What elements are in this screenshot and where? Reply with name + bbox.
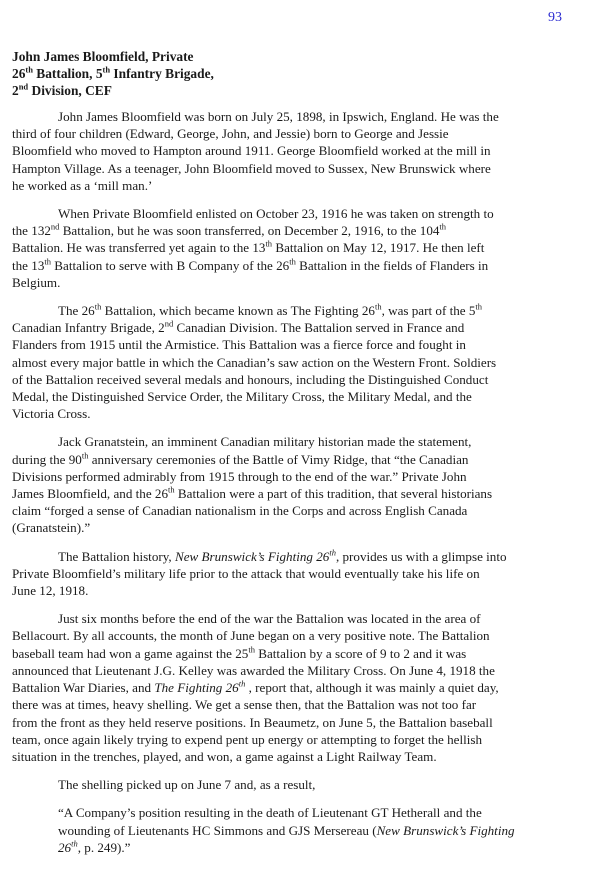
- block-quote: “A Company’s position resulting in the death of Lieutenant GT Hetherall and the wounding of Lieutenants HC Simmons and GJS Mersereau (New Brunswick’s Fighting 26th, p. 249).”: [58, 805, 515, 855]
- article-heading: [12, 48, 568, 99]
- paragraph-shelling: The shelling picked up on June 7 and, as a result,: [58, 777, 316, 793]
- paragraph-birth: John James Bloomfield was born on July 25, 1898, in Ipswich, England. He was the third of four children (Edward, George, John, and Jessie) born to George and Jessie Bloomfield who moved to Hampton around 1911. George Bloomfield worked at the mill in Hampton Village. As a teenager, John Bloomfield moved to Sussex, New Brunswick where he worked as a ‘mill man.’: [12, 109, 499, 193]
- document-body: [12, 48, 568, 856]
- heading-name: John James Bloomfield, Private: [12, 49, 194, 64]
- page-number: 93: [548, 10, 562, 25]
- heading-unit: 26th Battalion, 5th Infantry Brigade,: [12, 64, 214, 81]
- heading-division: 2nd Division, CEF: [12, 81, 112, 98]
- paragraph-june: Just six months before the end of the war the Battalion was located in the area of Bellacourt. By all accounts, the month of June began on a very positive note. The Battalion baseball team had won a game against the 25th Battalion by a score of 9 to 2 and it was announced that Lieutenant J.G. Kelley was awarded the Military Cross. On June 4, 1918 the Battalion War Diaries, and The Fighting 26th , report that, although it was mainly a quiet day, there was at times, heavy shelling. We get a sense then, that the Battalion was not too far from the front as they held reserve positions. In Beaumetz, on June 5, the Battalion baseball team, once again likely trying to expend pent up energy or attempting to forget the hellish situation in the trenches, played, and won, a game against a Light Railway Team.: [12, 611, 499, 764]
- paragraph-history: The Battalion history, New Brunswick’s Fighting 26th, provides us with a glimpse into Private Bloomfield’s military life prior to the attack that would eventually take his life on June 12, 1918.: [12, 547, 507, 599]
- paragraph-battalion: The 26th Battalion, which became known as The Fighting 26th, was part of the 5th Canadian Infantry Brigade, 2nd Canadian Division. The Battalion served in France and Flanders from 1915 until the Armistice. This Battalion was a fierce force and fought in almost every major battle in which the Canadian’s saw action on the Western Front. Soldiers of the Battalion received several medals and honours, including the Distinguished Conduct Medal, the Distinguished Service Order, the Military Cross, the Military Medal, and the Victoria Cross.: [12, 301, 497, 422]
- paragraph-enlistment: When Private Bloomfield enlisted on October 23, 1916 he was taken on strength to the 132nd Battalion, but he was soon transferred, on December 2, 1916, to the 104th Battalion. He was transferred yet again to the 13th Battalion on May 12, 1917. He then left the 13th Battalion to serve with B Company of the 26th Battalion in the fields of Flanders in Belgium.: [12, 206, 494, 290]
- paragraph-granatstein: Jack Granatstein, an imminent Canadian military historian made the statement, during the 90th anniversary ceremonies of the Battle of Vimy Ridge, that “the Canadian Divisions performed admirably from 1915 through to the end of the war.” Private John James Bloomfield, and the 26th Battalion were a part of this tradition, that several historians claim “forged a sense of Canadian nationalism in the Corps and across English Canada (Granatstein).”: [12, 434, 493, 536]
